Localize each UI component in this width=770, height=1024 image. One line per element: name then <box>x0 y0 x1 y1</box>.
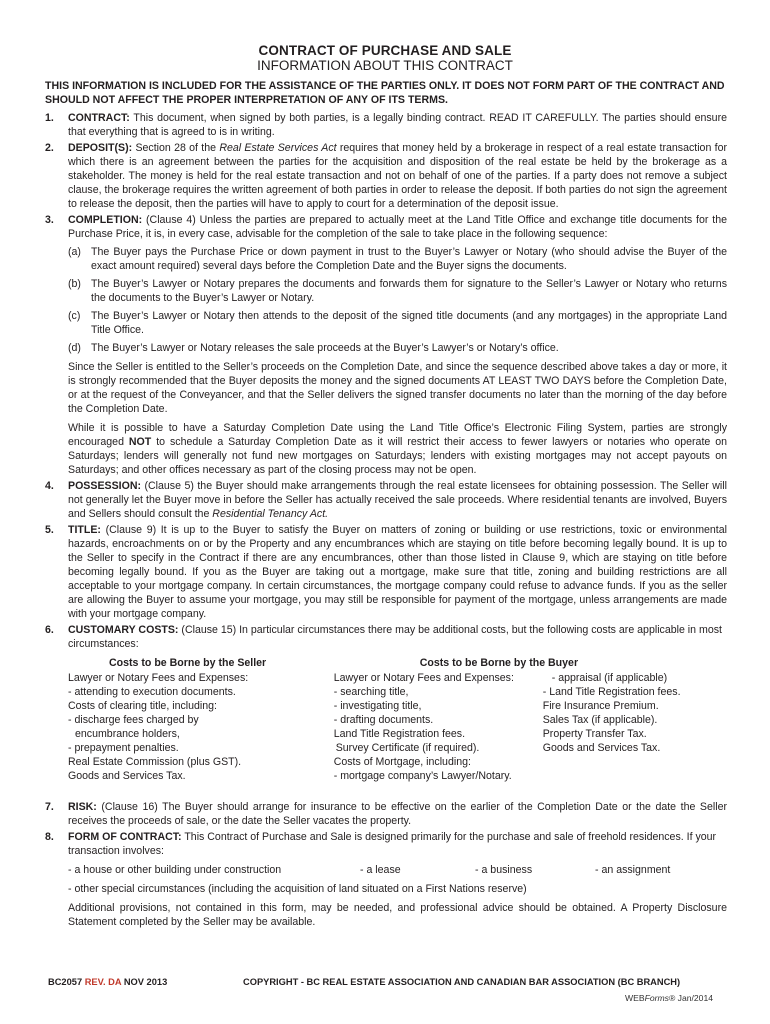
cost-item: - attending to execution documents. <box>68 686 236 698</box>
act-name: Real Estate Services Act <box>219 142 337 154</box>
cost-item: Property Transfer Tax. <box>542 728 647 740</box>
seller-costs-heading: Costs to be Borne by the Seller <box>109 657 267 669</box>
cost-item: - prepayment penalties. <box>68 742 179 754</box>
cost-item: - discharge fees charged by <box>68 714 199 726</box>
cost-item: - investigating title, <box>333 700 422 712</box>
cost-item: Land Title Registration fees. <box>333 728 466 740</box>
step-text: The Buyer’s Lawyer or Notary then attends to the deposit of the signed title documents (and any mortgages) in the appropriate Land Title Office. <box>91 310 727 336</box>
cost-row <box>334 741 727 755</box>
section-number: 8. <box>45 831 54 843</box>
section-heading: TITLE: <box>68 524 101 536</box>
section-form-of-contract <box>45 830 727 929</box>
section-text: (Clause 16) The Buyer should arrange for insurance to be effective on the earlier of the Completion Date or the date the Seller receives the proceeds of sale, or the date the Seller vacates the property. <box>68 801 727 827</box>
section-text: (Clause 15) In particular circumstances there may be additional costs, but the following costs are applicable in most circumstances: <box>68 624 722 650</box>
cost-item: - Land Title Registration fees. <box>542 686 681 698</box>
section-text: Section 28 of the <box>132 142 220 154</box>
contract-body <box>45 111 727 929</box>
completion-step-a <box>68 245 727 273</box>
page-title: CONTRACT OF PURCHASE AND SALE <box>258 43 512 58</box>
cost-item: - drafting documents. <box>333 714 434 726</box>
cost-row <box>334 685 727 699</box>
section-number: 2. <box>45 142 54 154</box>
cost-item: Sales Tax (if applicable). <box>542 714 658 726</box>
step-label: (a) <box>68 246 81 258</box>
cost-item: - appraisal (if applicable) <box>551 672 668 684</box>
section-heading: FORM OF CONTRACT: <box>68 831 182 843</box>
step-text: The Buyer’s Lawyer or Notary prepares the documents and forwards them for signature to the Seller’s Lawyer or Notary who returns the documents to the Buyer’s Lawyer or Notary. <box>91 278 727 304</box>
completion-step-d <box>68 341 727 355</box>
copyright-notice: COPYRIGHT - BC REAL ESTATE ASSOCIATION AND CANADIAN BAR ASSOCIATION (BC BRANCH) <box>243 977 681 987</box>
cost-item: Survey Certificate (if required). <box>335 742 480 754</box>
webforms-text: Forms <box>644 993 669 1003</box>
step-text: The Buyer’s Lawyer or Notary releases the sale proceeds at the Buyer’s Lawyer’s or Notary’s office. <box>91 342 559 354</box>
section-completion <box>45 213 727 477</box>
section-number: 1. <box>45 112 54 124</box>
section-text: This Contract of Purchase and Sale is designed primarily for the purchase and sale of freehold residences. If your transaction involves: <box>68 831 717 857</box>
cost-item: Goods and Services Tax. <box>542 742 661 754</box>
section-number: 6. <box>45 624 54 636</box>
section-text: This document, when signed by both parties, is a legally binding contract. READ IT CAREFULLY. The parties should ensure that everything that is agreed to is in writing. <box>68 112 727 138</box>
transaction-type: - an assignment <box>595 864 671 876</box>
seller-costs-column <box>68 656 334 783</box>
step-label: (d) <box>68 342 81 354</box>
section-contract <box>45 111 727 139</box>
section-heading: POSSESSION: <box>68 480 141 492</box>
cost-item: Goods and Services Tax. <box>68 770 186 782</box>
revision-date: NOV 2013 <box>123 977 168 987</box>
cost-item: - mortgage company’s Lawyer/Notary. <box>333 770 512 782</box>
cost-row <box>334 699 727 713</box>
disclaimer-notice: THIS INFORMATION IS INCLUDED FOR THE ASSISTANCE OF THE PARTIES ONLY. IT DOES NOT FORM PART OF THE CONTRACT AND SHOULD NOT AFFECT THE PROPER INTERPRETATION OF ANY OF ITS TERMS. <box>45 80 725 106</box>
transaction-type: - a business <box>475 864 533 876</box>
cost-item: Costs of Mortgage, including: <box>333 756 471 768</box>
buyer-costs-column <box>334 656 727 783</box>
transaction-type: - a house or other building under construction <box>68 864 282 876</box>
step-label: (b) <box>68 278 81 290</box>
section-heading: RISK: <box>68 801 97 813</box>
section-number: 4. <box>45 480 54 492</box>
cost-row <box>334 769 727 783</box>
section-title <box>45 523 727 621</box>
form-number: BC2057 <box>48 977 83 987</box>
revision-label: REV. DA <box>84 977 122 987</box>
saturday-completion-paragraph <box>68 421 727 477</box>
section-text: (Clause 4) Unless the parties are prepared to actually meet at the Land Title Office and exchange title documents for the Purchase Price, it is, in every case, advisable for the completion of the sale to take place in the following sequence: <box>68 214 727 240</box>
webforms-date: ® Jan/2014 <box>668 993 714 1003</box>
webforms-mark <box>625 993 713 1003</box>
costs-table <box>68 656 727 783</box>
section-deposits <box>45 141 727 211</box>
cost-row <box>334 755 727 769</box>
completion-step-b <box>68 277 727 305</box>
section-possession <box>45 479 727 521</box>
section-text: (Clause 9) It is up to the Buyer to satisfy the Buyer on matters of zoning or building or use restrictions, toxic or environmental hazards, encroachments on or by the Property and any encumbrances which are staying on title before becoming legally bound. It is up to the Seller to specify in the Contract if there are any encumbrances, other than those listed in Clause 9, which are staying on title before becoming legally bound. If you as the Buyer are taking out a mortgage, make sure that title, zoning and building restrictions are all acceptable to your mortgage company. In certain circumstances, the mortgage company could refuse to advance funds. If you as the seller are allowing the Buyer to assume your mortgage, you may still be responsible for payment of the mortgage, unless arrangements are made with your mortgage company. <box>68 524 727 620</box>
transaction-types <box>68 863 727 877</box>
section-text: requires that money held by a brokerage in respect of a real estate transaction for which there is an agreement between the parties for the acquisition and disposition of the real estate be held by the brokerage as a stakeholder. The money is held for the real estate transaction and not on behalf of one of the parties. If a party does not remove a subject clause, the brokerage requires the written agreement of both parties in order to release the deposit. If both parties do not sign the agreement to release the deposit, then the parties will have to apply to court for a determination of the deposit issue. <box>68 142 727 210</box>
act-name: Residential Tenancy Act. <box>212 508 329 520</box>
cost-row <box>334 671 727 685</box>
cost-row <box>334 727 727 741</box>
cost-item: Lawyer or Notary Fees and Expenses: <box>68 672 249 684</box>
cost-item: - searching title, <box>333 686 409 698</box>
webforms-text: WEB <box>625 993 645 1003</box>
cost-item: Fire Insurance Premium. <box>542 700 659 712</box>
step-text: The Buyer pays the Purchase Price or down payment in trust to the Buyer’s Lawyer or Notary (who should advise the Buyer of the exact amount required) several days before the Completion Date and the Buyer signs the documents. <box>91 246 727 272</box>
transaction-type-special: - other special circumstances (including the acquisition of land situated on a First Nations reserve) <box>68 883 527 895</box>
buyer-costs-heading: Costs to be Borne by the Buyer <box>419 657 579 669</box>
closing-paragraph: Additional provisions, not contained in this form, may be needed, and professional advice should be obtained. A Property Disclosure Statement completed by the Seller may be available. <box>68 902 727 928</box>
section-heading: CUSTOMARY COSTS: <box>68 624 179 636</box>
page-subtitle: INFORMATION ABOUT THIS CONTRACT <box>257 58 513 73</box>
cost-item: Real Estate Commission (plus GST). <box>68 756 242 768</box>
cost-row <box>334 713 727 727</box>
section-number: 7. <box>45 801 54 813</box>
transaction-type: - a lease <box>360 864 401 876</box>
section-text: (Clause 5) the Buyer should make arrangements through the real estate licensees for obtaining possession. The Seller will not generally let the Buyer move in before the Seller has actually received the sale proceeds. Where residential tenants are involved, Buyers and Sellers should consult the <box>68 480 727 520</box>
section-number: 5. <box>45 524 54 536</box>
paragraph-text: While it is possible to have a Saturday Completion Date using the Land Title Office’s Electronic Filing System, parties are strongly encouraged <box>68 422 727 448</box>
completion-paragraph: Since the Seller is entitled to the Seller’s proceeds on the Completion Date, and since the sequence described above takes a day or more, it is strongly recommended that the Buyer deposits the money and the signed documents AT LEAST TWO DAYS before the Completion Date, or at the request of the Conveyancer, and that the Seller delivers the signed transfer documents no later than the morning of the day before the Completion Date. <box>68 361 727 415</box>
cost-item: Costs of clearing title, including: <box>68 700 217 712</box>
section-risk <box>45 800 727 828</box>
section-heading: COMPLETION: <box>68 214 143 226</box>
completion-step-c <box>68 309 727 337</box>
form-code <box>48 977 167 987</box>
step-label: (c) <box>68 310 81 322</box>
section-customary-costs <box>45 623 727 783</box>
cost-item: Lawyer or Notary Fees and Expenses: <box>333 672 514 684</box>
emphasis-not: NOT <box>128 436 152 448</box>
cost-item: encumbrance holders, <box>75 728 180 740</box>
section-heading: DEPOSIT(S): <box>68 142 133 154</box>
section-heading: CONTRACT: <box>68 112 130 124</box>
section-number: 3. <box>45 214 54 226</box>
paragraph-text: to schedule a Saturday Completion Date as it will restrict their access to fewer lawyers or notaries who operate on Saturdays; lenders will generally not fund new mortgages on Saturdays; lenders with existing mortgages may not accept payouts on Saturdays; and other offices necessary as part of the closing process may not be open. <box>68 436 727 476</box>
